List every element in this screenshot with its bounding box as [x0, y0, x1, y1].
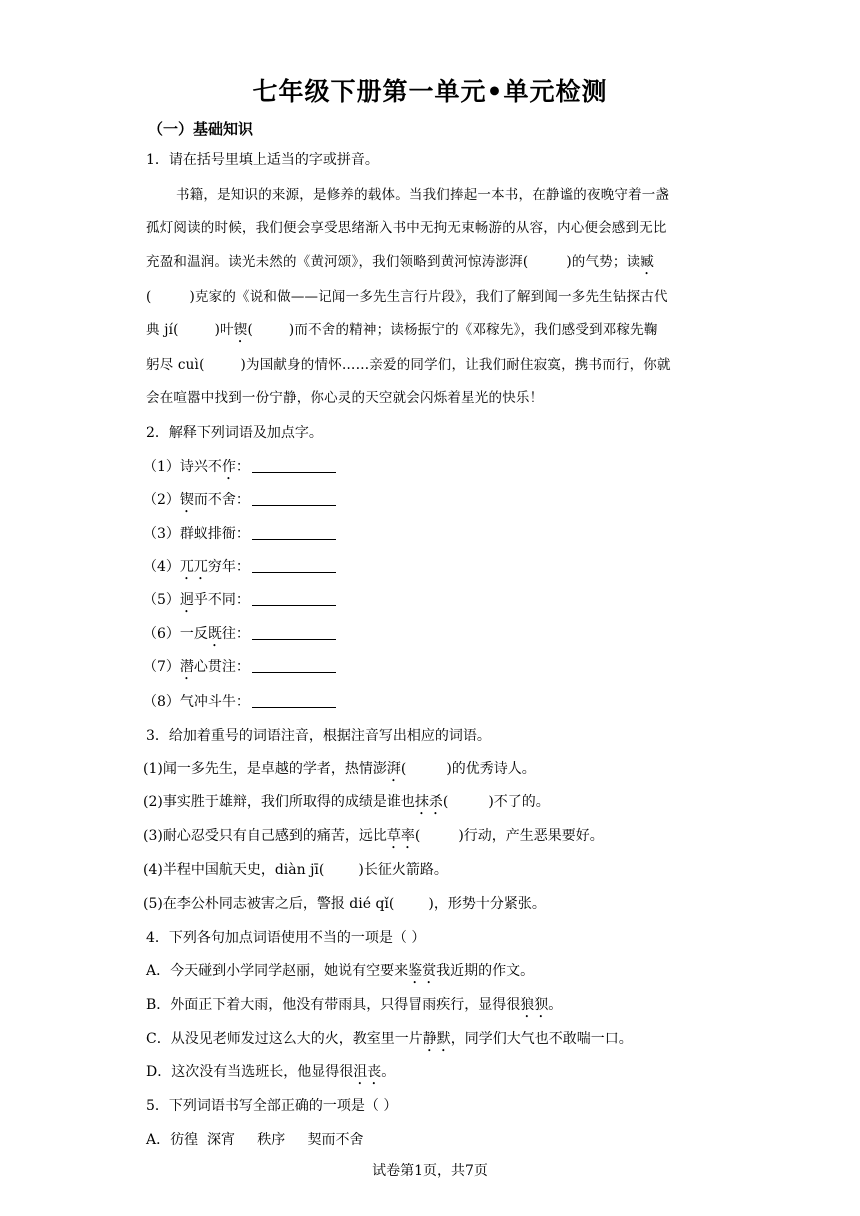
q1-stem: 1．请在括号里填上适当的字或拼音。	[146, 152, 379, 168]
section-heading: （一）基础知识	[148, 120, 254, 138]
dotted-word: 草率	[386, 828, 415, 844]
q1-passage-line-2: 孤灯阅读的时候，我们便会享受思绪渐入书中无拘无束畅游的从容，内心便会感到无比	[146, 220, 667, 236]
q3-sentence-4	[143, 860, 448, 880]
q2-item	[143, 457, 336, 483]
q1-passage-line-6	[146, 355, 671, 375]
q3-text: )不了的。	[488, 794, 550, 810]
item-text: 往：	[221, 626, 250, 642]
option-text: 我近期的作文。	[436, 963, 535, 979]
answer-blank[interactable]	[252, 693, 336, 708]
q1-passage-line-7: 会在喧嚣中找到一份宁静，你心灵的天空就会闪烁着星光的快乐！	[146, 390, 544, 406]
option-text: ，同学们大气也不敢喘一口。	[450, 1031, 633, 1047]
q2-stem: 2．解释下列词语及加点字。	[146, 425, 323, 441]
dotted-char: 作	[221, 459, 236, 475]
item-text: 心贯注：	[193, 659, 250, 675]
dotted-word: 静默	[422, 1031, 451, 1047]
q1-passage-line-1: 书籍，是知识的来源，是修养的载体。当我们捧起一本书，在静谧的夜晚守着一盏	[176, 187, 670, 203]
q3-text: (	[400, 761, 407, 777]
q3-text: )行动，产生恶果要好。	[458, 828, 604, 844]
item-number: （5）	[143, 592, 180, 608]
dotted-char: 既	[207, 626, 222, 642]
q3-sentence-5	[143, 894, 546, 914]
q4-option-c	[146, 1029, 633, 1055]
item-number: （2）	[143, 492, 180, 508]
q1-text: )叶	[214, 322, 234, 338]
item-number: （3）	[143, 526, 180, 542]
q3-text: (	[414, 828, 421, 844]
q2-item	[143, 524, 336, 550]
answer-blank[interactable]	[252, 458, 336, 473]
q4-stem: 4．下列各句加点词语使用不当的一项是（ ）	[146, 930, 426, 946]
answer-blank[interactable]	[252, 658, 336, 673]
q2-item	[143, 657, 336, 683]
dotted-char: 潜	[179, 659, 194, 675]
q3-stem: 3．给加着重号的词语注音，根据注音写出相应的词语。	[146, 728, 491, 744]
item-text: 群蚁排衙：	[179, 526, 250, 542]
page-footer: 试卷第1页，共7页	[372, 1163, 488, 1179]
option-text: C．从没见老师发过这么大的火，教室里一片	[146, 1031, 423, 1047]
item-number: （4）	[143, 559, 180, 575]
item-number: （7）	[143, 659, 180, 675]
answer-blank[interactable]	[252, 525, 336, 540]
q1-text: (	[247, 322, 253, 338]
q2-item	[143, 590, 336, 616]
q3-sentence-2	[143, 792, 550, 818]
option-text: B．外面正下着大雨，他没有带雨具，只得冒雨疾行，显得很	[146, 997, 521, 1013]
item-text: ：	[235, 459, 250, 475]
q2-item	[143, 557, 336, 583]
q1-text: )克家的《说和做——记闻一多先生言行片段》，我们了解到闻一多先生钻探古代	[189, 289, 668, 305]
q1-text: 充盈和温润。读光未然的《黄河颂》，我们领略到黄河惊涛澎湃(	[146, 254, 529, 270]
option-text: D．这次没有当选班长，他显得很	[146, 1064, 354, 1080]
option-text: 。	[548, 997, 563, 1013]
item-number: （1）	[143, 459, 180, 475]
q3-sentence-3	[143, 826, 604, 852]
q3-text: )的优秀诗人。	[446, 761, 536, 777]
item-text: 乎不同：	[193, 592, 250, 608]
q3-sentence-1	[143, 759, 536, 785]
dotted-char: 锲	[179, 492, 194, 508]
q4-option-a	[146, 961, 534, 987]
q3-text: (3)耐心忍受只有自己感到的痛苦，远比	[143, 828, 387, 844]
q1-text: )为国献身的情怀……亲爱的同学们，让我们耐住寂寞，携书而行，你就	[240, 357, 671, 373]
q3-text: (2)事实胜于雄辩，我们所取得的成绩是谁也	[143, 794, 415, 810]
q1-text: )的气势；读	[566, 254, 641, 270]
dotted-char: 迥	[179, 592, 194, 608]
answer-blank[interactable]	[252, 558, 336, 573]
dotted-word: 湃	[386, 761, 401, 777]
answer-blank[interactable]	[252, 625, 336, 640]
page-title: 七年级下册第一单元•单元检测	[252, 77, 608, 106]
item-number: （8）	[143, 694, 180, 710]
q2-item	[143, 490, 336, 516]
q5-option-a: A．彷徨 深宵 秩序 契而不舍	[146, 1132, 364, 1148]
option-text: A．今天碰到小学同学赵丽，她说有空要来	[146, 963, 409, 979]
dotted-word: 狼狈	[520, 997, 549, 1013]
q1-text: )而不舍的精神；读杨振宁的《邓稼先》，我们感受到邓稼先鞠	[288, 322, 658, 338]
dotted-char: 锲	[233, 322, 248, 338]
q1-passage-line-3	[146, 252, 654, 278]
item-text: 穷年：	[207, 559, 250, 575]
q1-text: 躬尽 cuì(	[146, 357, 205, 373]
answer-blank[interactable]	[252, 591, 336, 606]
dotted-word: 沮丧	[353, 1064, 382, 1080]
q1-passage-line-4	[146, 287, 668, 307]
q1-text: (	[146, 289, 152, 305]
q3-text: (4)半程中国航天史，diàn jī(	[143, 862, 325, 878]
item-number: （6）	[143, 626, 180, 642]
q5-stem: 5．下列词语书写全部正确的一项是（ ）	[146, 1098, 398, 1114]
option-text: 。	[381, 1064, 396, 1080]
item-text: 气冲斗牛：	[179, 694, 250, 710]
q1-passage-line-5	[146, 320, 658, 346]
q1-text: 典 jí(	[146, 322, 179, 338]
q3-text: )长征火箭路。	[358, 862, 448, 878]
dotted-char: 兀兀	[179, 559, 208, 575]
item-text: 而不舍：	[193, 492, 250, 508]
item-text: 诗兴不	[179, 459, 222, 475]
dotted-char: 臧	[640, 254, 654, 270]
q2-item	[143, 624, 336, 650]
q2-item	[143, 692, 336, 718]
item-text: 一反	[179, 626, 208, 642]
q4-option-b	[146, 995, 562, 1021]
q3-text: (5)在李公朴同志被害之后，警报 dié qǐ(	[143, 896, 395, 912]
q3-text: (	[442, 794, 449, 810]
q3-text: (1)闻一多先生，是卓越的学者，热情澎	[143, 761, 387, 777]
dotted-word: 鉴赏	[408, 963, 437, 979]
dotted-word: 抹杀	[414, 794, 443, 810]
q3-text: )，形势十分紧张。	[428, 896, 546, 912]
answer-blank[interactable]	[252, 491, 336, 506]
q4-option-d	[146, 1062, 395, 1088]
